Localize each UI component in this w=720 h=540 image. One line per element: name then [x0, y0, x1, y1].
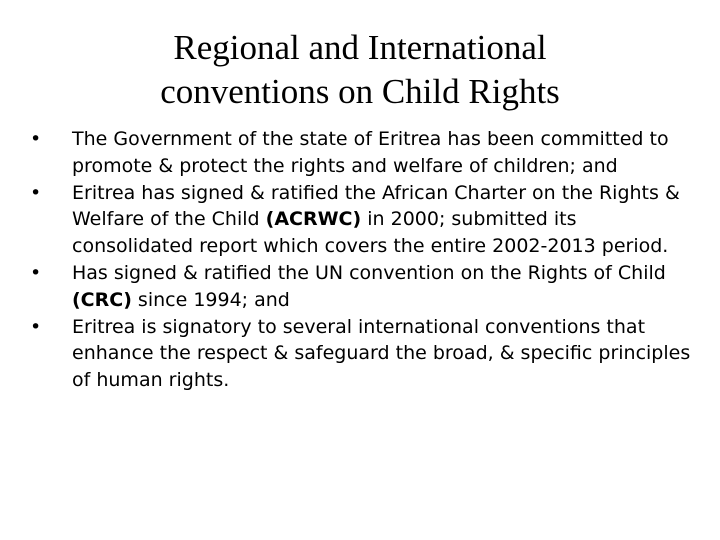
bullet-item-international-conventions — [30, 314, 702, 394]
bullet-list — [30, 126, 702, 394]
bullet-text: The Government of the state of Eritrea has been committed to promote & protect the rights and welfare of children; and — [72, 128, 669, 177]
bullet-text-pre: Eritrea has signed & ratified the African Charter on the Rights & Welfare of the Child — [72, 181, 680, 231]
bullet-item-acrwc — [30, 180, 702, 260]
title-line-2: conventions on Child Rights — [160, 72, 560, 111]
bullet-text-pre: Has signed & ratified the UN convention on the Rights of Child — [72, 261, 666, 284]
crc-abbreviation: (CRC) — [72, 288, 132, 311]
title-line-1: Regional and International — [173, 28, 547, 67]
bullet-dot-icon: • — [30, 128, 42, 150]
bullet-item-government-commitment — [30, 126, 702, 180]
bullet-dot-icon: • — [30, 261, 42, 284]
bullet-text: Eritrea is signatory to several international conventions that enhance the respect & safeguard the broad, & specific principles of human rights. — [72, 315, 691, 392]
bullet-text-post: since 1994; and — [131, 288, 290, 311]
bullet-item-crc — [30, 260, 702, 314]
bullet-text-post: in 2000; submitted its consolidated report which covers the entire 2002-2013 period. — [72, 208, 669, 258]
slide-title — [40, 26, 680, 114]
bullet-dot-icon: • — [30, 181, 42, 204]
bullet-dot-icon: • — [30, 315, 42, 338]
acrwc-abbreviation: (ACRWC) — [265, 208, 362, 231]
